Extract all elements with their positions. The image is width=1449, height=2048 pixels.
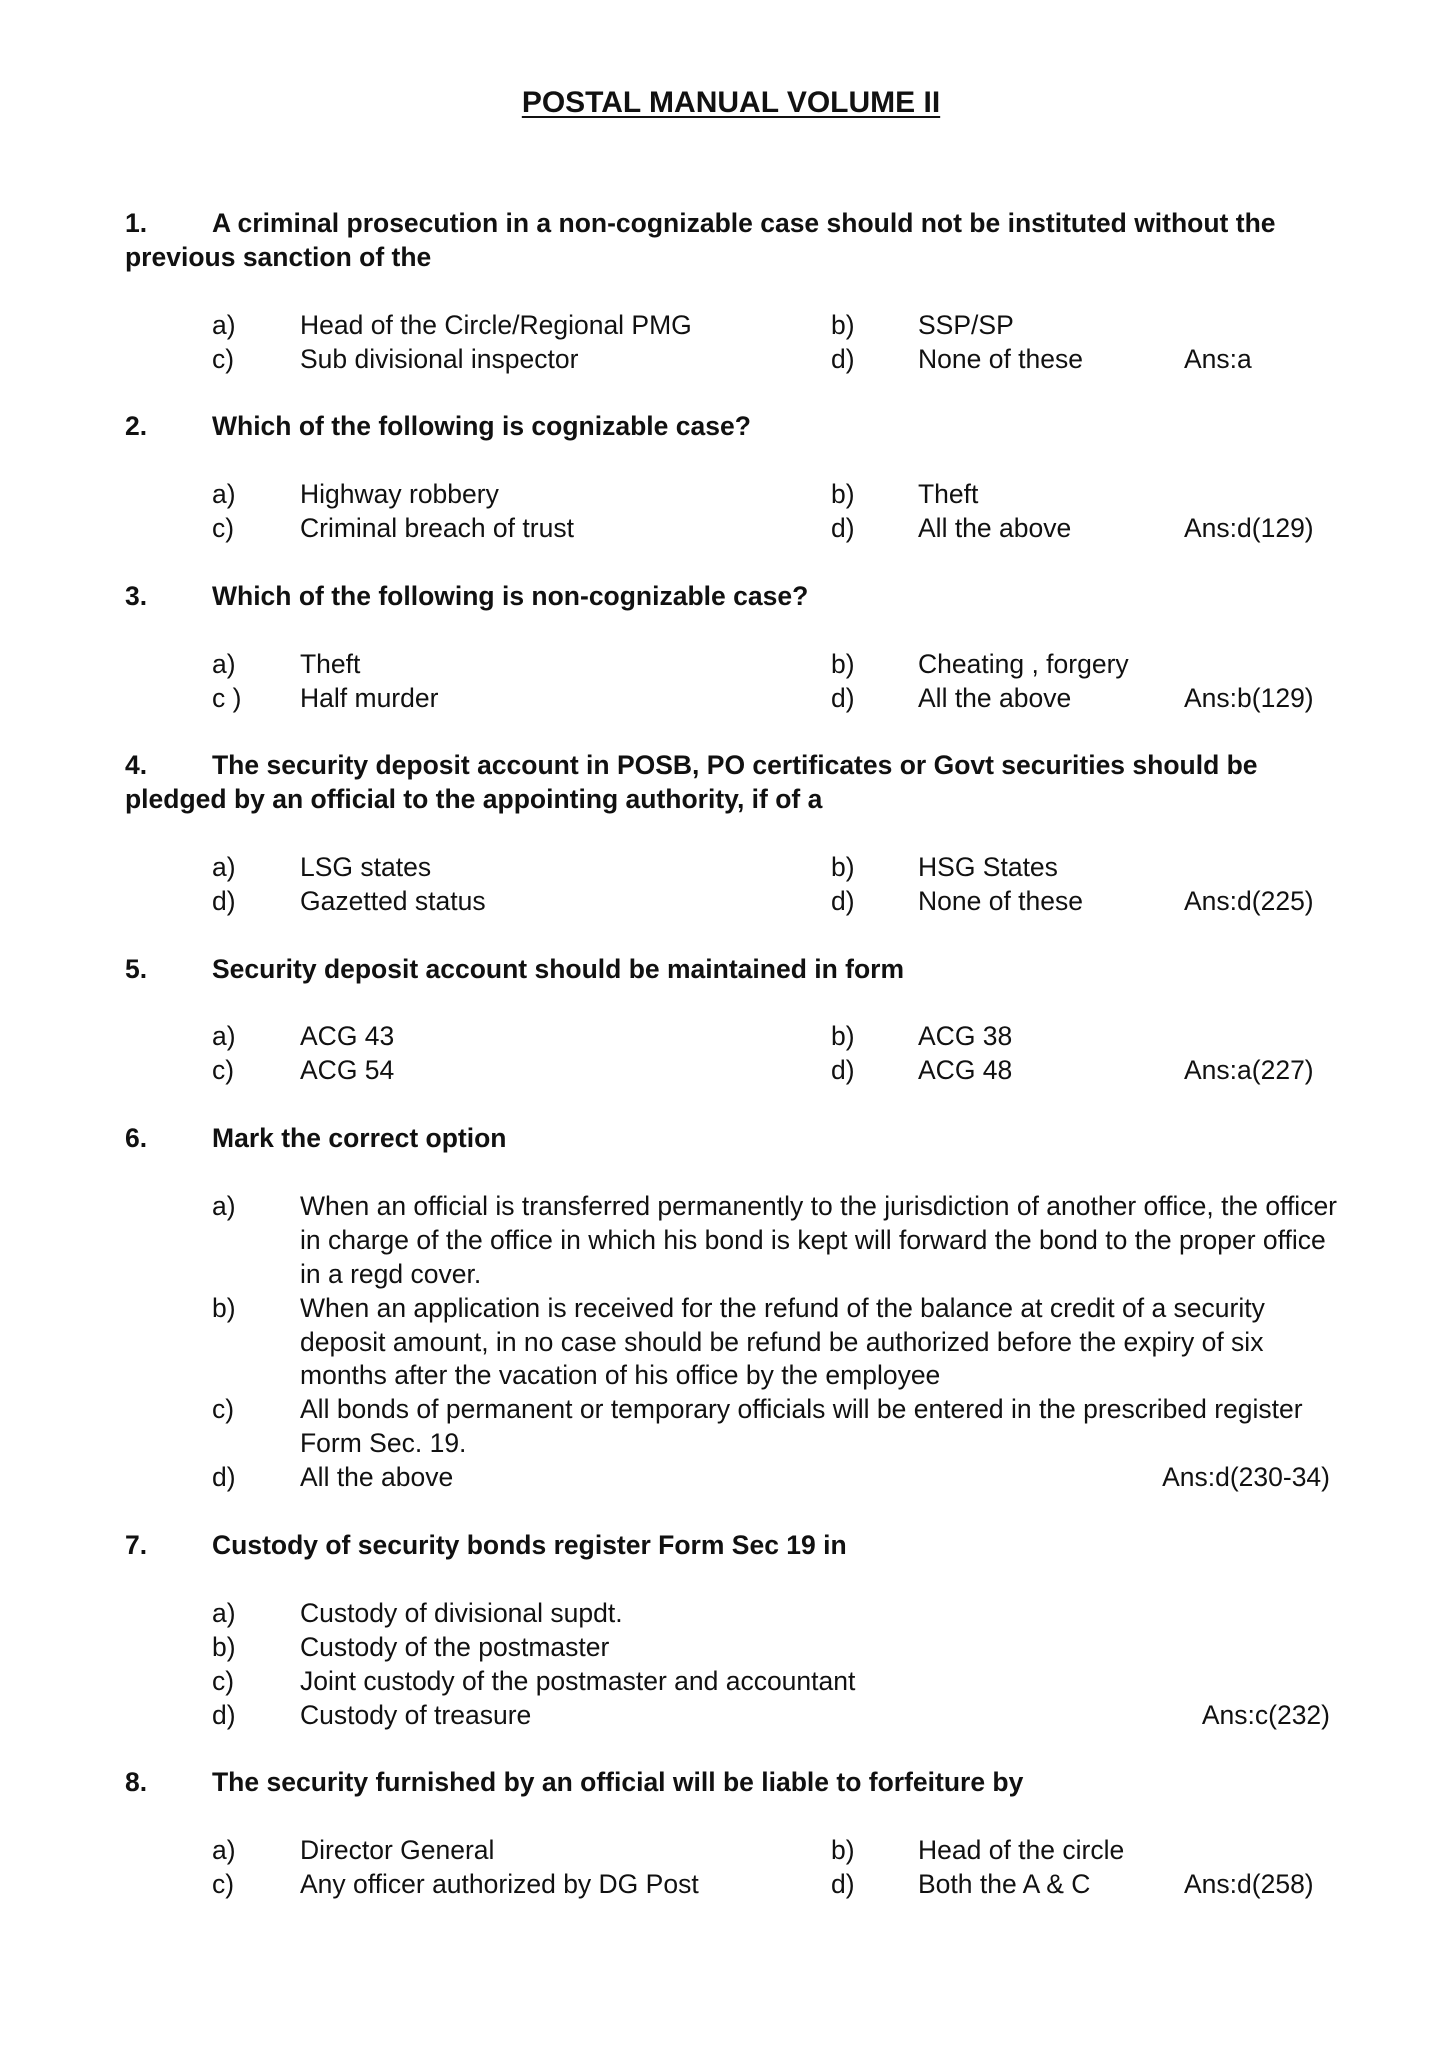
spacer (125, 376, 1340, 410)
option-text: LSG states (300, 852, 432, 883)
option-text: None of these (918, 885, 1084, 916)
spacer (125, 1732, 1340, 1766)
option-text: Theft (918, 479, 979, 510)
option-letter: a) (212, 309, 236, 340)
option-row (125, 1393, 1340, 1461)
option-row (125, 1597, 1340, 1631)
option-letter: a) (212, 852, 236, 883)
option-letter: d) (831, 682, 855, 713)
option-row (125, 1699, 1340, 1733)
option-row (125, 309, 1340, 343)
question-text (125, 580, 1340, 614)
question-body: Which of the following is non-cognizable case? (212, 580, 809, 611)
question-body: A criminal prosecution in a non-cognizable case should not be instituted without the previous sanction of the (125, 208, 1276, 272)
question-number: 6. (125, 1123, 148, 1154)
spacer (125, 1495, 1340, 1529)
option-letter: d) (212, 1462, 236, 1493)
option-row (125, 478, 1340, 512)
option-letter: d) (831, 885, 855, 916)
option-text: ACG 48 (918, 1055, 1013, 1086)
question-text (125, 1122, 1340, 1156)
question-number: 2. (125, 411, 148, 442)
option-text: Custody of treasure (300, 1699, 532, 1730)
option-row (125, 1020, 1340, 1054)
option-letter: d) (831, 513, 855, 544)
question-body: Custody of security bonds register Form Sec 19 in (212, 1530, 847, 1560)
option-text: Half murder (300, 682, 439, 713)
option-row (125, 1190, 1340, 1292)
question-body: Which of the following is cognizable case? (212, 411, 751, 442)
answer-key: Ans:d(258) (1184, 1869, 1314, 1899)
option-letter: a) (212, 1597, 236, 1628)
question-body: The security deposit account in POSB, PO certificates or Govt securities should be pledged by an official to the appointing authority, if of a (125, 750, 1258, 815)
answer-key: Ans:d(129) (1184, 513, 1314, 544)
option-text: All the above (918, 682, 1072, 713)
option-letter: c) (212, 513, 235, 544)
answer-key: Ans:b(129) (1184, 682, 1314, 713)
option-letter: d) (831, 1055, 855, 1086)
option-text: Joint custody of the postmaster and accountant (300, 1665, 856, 1696)
option-text: When an official is transferred permanently to the jurisdiction of another office, the officer in charge of the office in which his bond is kept will forward the bond to the proper office in a regd cover. (300, 1190, 1338, 1289)
option-row (125, 885, 1340, 919)
spacer (125, 1156, 1340, 1190)
option-text: All the above (300, 1462, 454, 1493)
option-row (125, 682, 1340, 716)
option-letter: c) (212, 1665, 235, 1696)
option-row (125, 1665, 1340, 1699)
option-text: Cheating , forgery (918, 648, 1129, 679)
spacer (125, 275, 1340, 309)
answer-key: Ans:d(225) (1184, 885, 1314, 916)
question-text (125, 410, 1340, 444)
question-number: 4. (125, 750, 148, 781)
spacer (125, 1563, 1340, 1597)
option-text: All the above (918, 513, 1072, 544)
spacer (125, 715, 1340, 749)
option-letter: d) (831, 343, 855, 374)
option-letter: c ) (212, 682, 242, 713)
question-text (125, 207, 1340, 275)
option-text: All bonds of permanent or temporary officials will be entered in the prescribed register Form Sec. 19. (300, 1394, 1303, 1459)
question-text (125, 749, 1340, 817)
option-text: Custody of divisional supdt. (300, 1597, 623, 1628)
spacer (125, 546, 1340, 580)
option-text: Theft (300, 648, 361, 679)
option-row (125, 343, 1340, 377)
option-letter: a) (212, 1190, 236, 1221)
spacer (125, 1800, 1340, 1834)
option-text: Gazetted status (300, 885, 486, 916)
option-text: Custody of the postmaster (300, 1631, 610, 1662)
option-text: None of these (918, 343, 1084, 374)
option-text: Director General (300, 1835, 495, 1866)
option-text: Any officer authorized by DG Post (300, 1869, 699, 1899)
option-letter: d) (212, 1699, 236, 1730)
question-text (125, 1529, 1340, 1563)
question-number: 5. (125, 953, 148, 984)
option-text: Sub divisional inspector (300, 343, 579, 374)
option-letter: b) (212, 1631, 236, 1662)
option-text: Criminal breach of trust (300, 513, 574, 544)
page-title: POSTAL MANUAL VOLUME II (521, 86, 941, 119)
option-letter: a) (212, 648, 236, 679)
question-number: 7. (125, 1530, 148, 1560)
question-number: 1. (125, 208, 148, 238)
option-letter: a) (212, 1835, 236, 1866)
option-text: ACG 38 (918, 1021, 1013, 1052)
spacer (125, 1088, 1340, 1122)
question-number: 3. (125, 580, 148, 611)
option-letter: a) (212, 1021, 236, 1052)
option-letter: c) (212, 1055, 235, 1086)
option-text: Highway robbery (300, 479, 499, 510)
question-body: Mark the correct option (212, 1123, 507, 1154)
option-row (125, 1054, 1340, 1088)
answer-key: Ans:d(230-34) (1162, 1462, 1330, 1493)
spacer (125, 919, 1340, 953)
option-letter: c) (212, 1394, 235, 1425)
question-body: Security deposit account should be maintained in form (212, 953, 905, 984)
option-letter: a) (212, 479, 236, 510)
spacer (125, 817, 1340, 851)
option-letter: d) (212, 885, 236, 916)
option-row (125, 1834, 1340, 1868)
option-letter: b) (212, 1292, 236, 1323)
option-row (125, 851, 1340, 885)
option-text: SSP/SP (918, 309, 1014, 340)
option-letter: b) (831, 479, 855, 510)
option-text: When an application is received for the refund of the balance at credit of a security deposit amount, in no case should be refund be authorized before the expiry of six months after the vacation of his office by the employee (300, 1292, 1265, 1391)
option-row (125, 1461, 1340, 1495)
option-text: Head of the circle (918, 1835, 1125, 1866)
question-body: The security furnished by an official will be liable to forfeiture by (212, 1767, 1024, 1798)
option-row (125, 512, 1340, 546)
option-letter: b) (831, 852, 855, 883)
option-text: ACG 43 (300, 1021, 395, 1052)
option-row (125, 1292, 1340, 1394)
answer-key: Ans:c(232) (1201, 1699, 1330, 1730)
option-letter: c) (212, 343, 235, 374)
option-text: Head of the Circle/Regional PMG (300, 309, 692, 340)
option-text: Both the A & C (918, 1869, 1091, 1899)
spacer (125, 614, 1340, 648)
option-row (125, 1631, 1340, 1665)
option-letter: b) (831, 1021, 855, 1052)
question-text (125, 953, 1340, 987)
spacer (125, 987, 1340, 1021)
option-letter: b) (831, 1835, 855, 1866)
option-letter: d) (831, 1869, 855, 1899)
option-row (125, 1868, 1340, 1902)
option-letter: b) (831, 648, 855, 679)
spacer (125, 444, 1340, 478)
answer-key: Ans:a(227) (1184, 1055, 1314, 1086)
answer-key: Ans:a (1184, 343, 1252, 374)
option-text: HSG States (918, 852, 1058, 883)
question-text (125, 1766, 1340, 1800)
option-row (125, 648, 1340, 682)
question-list (125, 207, 1340, 1902)
option-letter: c) (212, 1869, 235, 1899)
option-letter: b) (831, 309, 855, 340)
question-number: 8. (125, 1767, 148, 1798)
option-text: ACG 54 (300, 1055, 395, 1086)
